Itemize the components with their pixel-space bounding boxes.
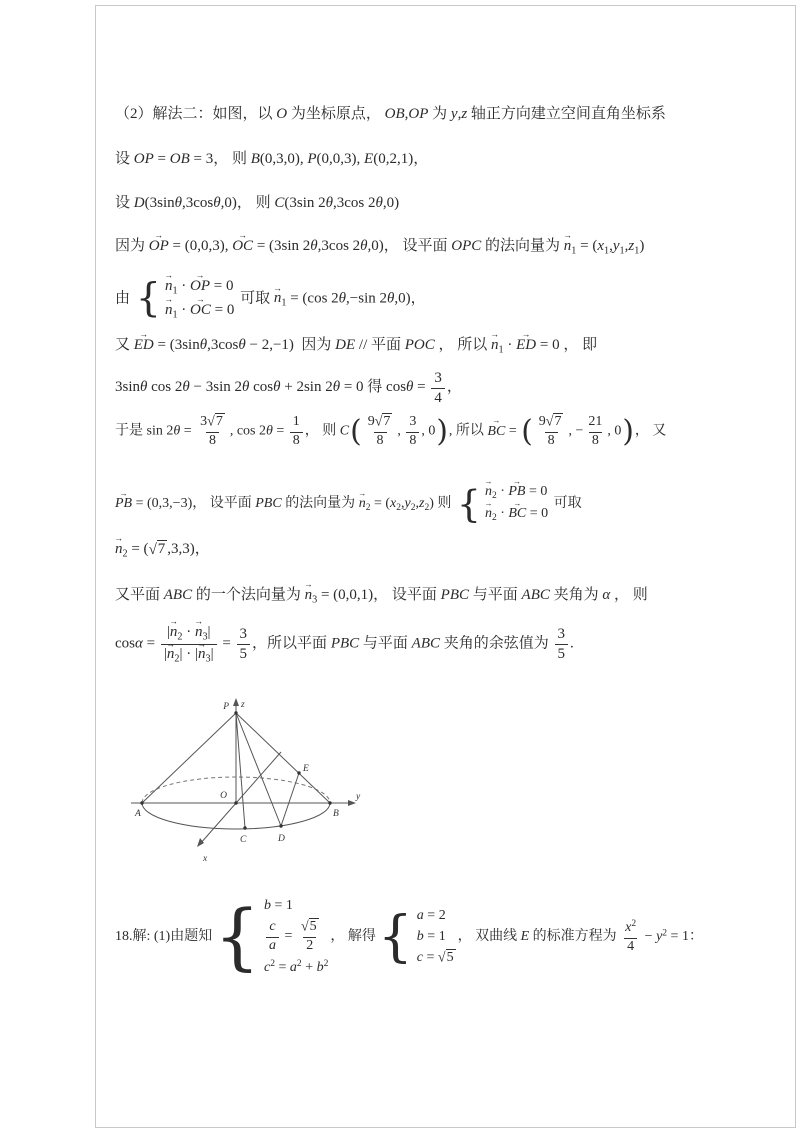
solution-line-6: 又 → ED = (3sinθ,3cosθ − 2,−1) 因为 DE // 平面 POC ， 所以 → $n_1$ · → ED = 0 ， 即 bbox=[115, 329, 598, 356]
solution-line-3: 设 D(3sinθ,3cosθ,0)， 则 C(3sin 2θ,3cos 2θ,0) bbox=[115, 195, 400, 211]
x-axis-arrow-icon bbox=[197, 838, 204, 847]
label-O: O bbox=[220, 791, 227, 801]
solution-line-8: 于是 sin 2θ = $\frac{3√7}{8}$ , cos 2θ = $\frac{1}{8}$ ， 则 C ( $\frac{9√7}{8}$ , $\frac{3}{8}$ , 0 ) , 所以 → BC = ( $\frac{9√7}{8}$ , − $\frac{21}{8}$ , 0 ) ， 又 bbox=[115, 413, 667, 448]
point-B bbox=[328, 801, 331, 804]
cone-diagram bbox=[123, 695, 368, 880]
label-D: D bbox=[278, 834, 285, 844]
segment-PD bbox=[236, 713, 281, 826]
point-E bbox=[297, 771, 300, 774]
label-z: z bbox=[241, 700, 245, 710]
cone-diagram-svg bbox=[123, 695, 368, 880]
label-B: B bbox=[333, 809, 339, 819]
solution-line-2: 设 OP = OB = 3， 则 B(0,3,0), P(0,0,3), E(0,2,1)， bbox=[115, 151, 429, 167]
solution-line-12: cosα = | → $n_2$ · → $n_3|$ | → $n_2|$ · | → $n_3|$ = $\frac{3}{5}$ ，所以平面 PBC 与平面 ABC 夹角的余弦值为 $\frac{3}{5}$ . bbox=[115, 616, 574, 665]
solution-line-10: → $n_2 = (√7$ ,3,3)， bbox=[114, 533, 210, 560]
label-C: C bbox=[240, 835, 247, 845]
solution-line-1: （2）解法二：如图，以 O 为坐标原点， OB,OP 为 y,z 轴正方向建立空间直角坐标系 bbox=[115, 106, 666, 122]
solution-line-9: → PB = (0,3,−3)， 设平面 PBC 的法向量为 → $n_2 = (x_2,y_2,z_2)$ 则 { → $n_2$ · → PB = 0 → $n_2$ · → BC = 0 可取 bbox=[115, 476, 582, 526]
cone-right-edge bbox=[236, 713, 330, 803]
solution-line-11: 又平面 ABC 的一个法向量为 → $n_3 = (0,0,1)$， 设平面 PBC 与平面 ABC 夹角为 α ， 则 bbox=[115, 579, 648, 606]
label-P: P bbox=[223, 702, 229, 712]
solution-line-7: 3sinθ cos 2θ − 3sin 2θ cosθ + 2sin 2θ = 0 得 cosθ = $\frac{3}{4}$ ， bbox=[115, 370, 462, 406]
label-A: A bbox=[135, 809, 141, 819]
z-axis-arrow-icon bbox=[233, 698, 239, 706]
solution-line-5: 由 { → $n_1$ · → OP = 0 → $n_1$ · → OC = 0 可取 → $n_1 = (\cos$ 2θ,−sin 2θ,0)， bbox=[115, 270, 426, 322]
segment-PC bbox=[236, 713, 245, 828]
point-P bbox=[234, 711, 237, 714]
point-O bbox=[234, 801, 237, 804]
label-E: E bbox=[303, 764, 309, 774]
base-ellipse-front bbox=[142, 803, 330, 829]
point-D bbox=[279, 824, 282, 827]
solution-line-4: 因为 → OP = (0,0,3), → OC = (3sin 2θ,3cos 2θ,0)， 设平面 OPC 的法向量为 → $n_1 = (x_1,y_1,z_1)$ bbox=[115, 230, 645, 257]
point-A bbox=[140, 801, 143, 804]
label-y: y bbox=[356, 792, 361, 802]
label-x: x bbox=[203, 854, 208, 864]
cone-left-edge bbox=[142, 713, 236, 803]
point-C bbox=[243, 826, 246, 829]
y-axis-arrow-icon bbox=[348, 800, 356, 806]
problem18-line: 18.解: (1)由题知 { b = 1 $\frac{c}{a}$ = $\frac{√5}{2}$ $c^2 = a^2 + b^2$ ， 解得 { a = 2 b = 1 c = √5 ， 双曲线 E 的标准方程为 $\frac{x^2}{4}$ − $y^2 = 1$： bbox=[115, 894, 703, 979]
